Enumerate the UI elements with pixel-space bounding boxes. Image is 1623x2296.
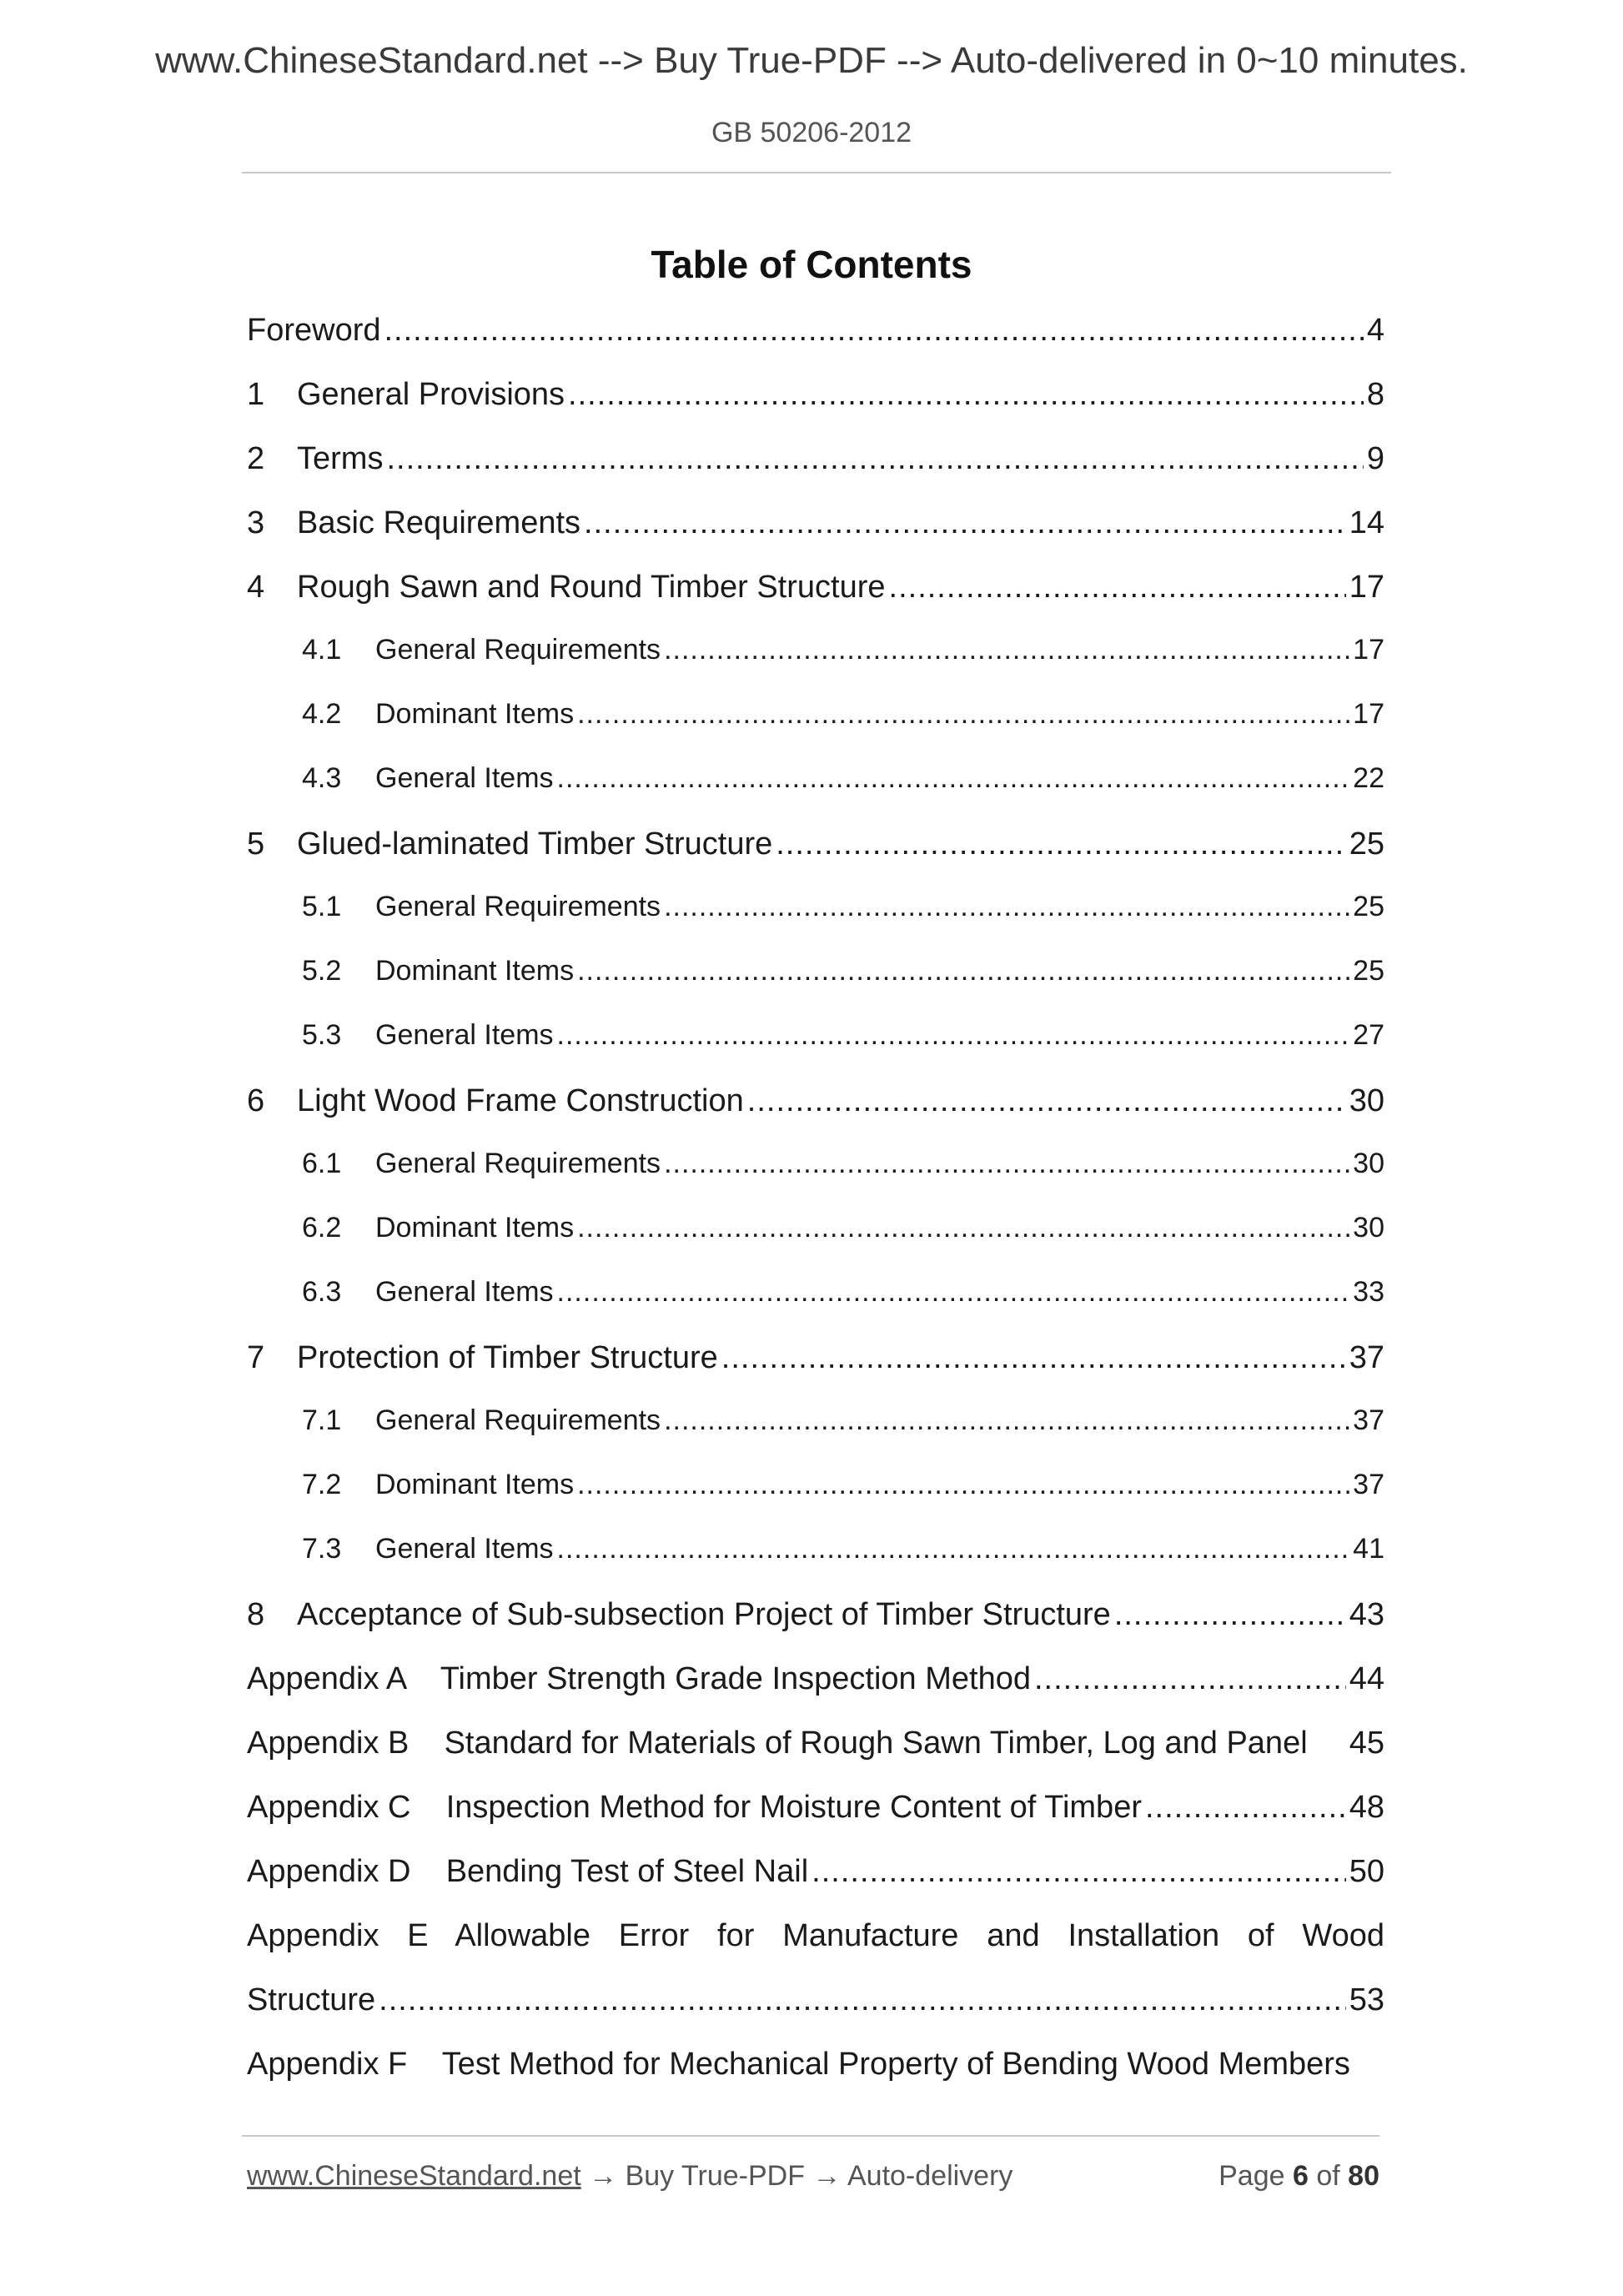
- toc-entry-chapter-3[interactable]: [247, 505, 1384, 570]
- page-number: [1219, 2160, 1379, 2193]
- toc-leader-dots: [721, 1340, 1346, 1376]
- toc-entry-label: Appendix E Allowable Error for Manufacture and Installation of Wood: [247, 1918, 1384, 1953]
- toc-entry-label: Dominant Items: [375, 1469, 575, 1500]
- toc-entry-page: 25: [1353, 955, 1384, 987]
- toc-entry-page: 30: [1353, 1148, 1384, 1179]
- toc-entry-number: 4.3: [302, 762, 342, 794]
- page-of: of: [1316, 2160, 1340, 2192]
- toc-entry-page: 9: [1366, 441, 1384, 476]
- toc-entry-label: Light Wood Frame Construction: [297, 1083, 744, 1118]
- toc-leader-dots: [384, 313, 1364, 349]
- toc-leader-dots: [1034, 1661, 1346, 1697]
- toc-entry-section-5-3[interactable]: [247, 1019, 1384, 1083]
- toc-leader-dots: [557, 1276, 1350, 1309]
- toc-entry-appendix-a[interactable]: [247, 1661, 1384, 1726]
- toc-entry-label: Terms: [297, 441, 384, 476]
- toc-entry-page: 37: [1353, 1469, 1384, 1500]
- toc-entry-page: 41: [1353, 1533, 1384, 1565]
- toc-leader-dots: [664, 1404, 1349, 1437]
- toc-entry-label: General Requirements: [375, 1148, 661, 1179]
- footer-site-link[interactable]: www.ChineseStandard.net: [247, 2160, 581, 2192]
- toc-entry-section-7-2[interactable]: [247, 1469, 1384, 1533]
- toc-entry-number: 6.2: [302, 1212, 342, 1243]
- toc-entry-chapter-2[interactable]: [247, 441, 1384, 505]
- toc-entry-number: 8: [247, 1597, 265, 1632]
- page-footer: [247, 2160, 1379, 2193]
- toc-leader-dots: [577, 698, 1349, 731]
- toc-entry-chapter-8[interactable]: [247, 1597, 1384, 1661]
- toc-entry-label: Appendix F Test Method for Mechanical Property of Bending Wood Members: [247, 2047, 1350, 2082]
- toc-entry-label: Basic Requirements: [297, 505, 581, 540]
- toc-entry-label: General Items: [375, 1276, 554, 1308]
- toc-entry-label: Foreword: [247, 313, 381, 348]
- toc-entry-page: 22: [1353, 762, 1384, 794]
- toc-entry-number: 6.3: [302, 1276, 342, 1308]
- page-prefix: Page: [1219, 2160, 1285, 2192]
- toc-entry-page: 27: [1353, 1019, 1384, 1051]
- toc-entry-label: Glued-laminated Timber Structure: [297, 826, 773, 862]
- toc-title: Table of Contents: [651, 243, 972, 286]
- toc-entry-number: 4: [247, 570, 265, 605]
- toc-entry-appendix-c[interactable]: [247, 1790, 1384, 1854]
- toc-leader-dots: [557, 762, 1350, 795]
- toc-entry-page: 25: [1349, 826, 1384, 862]
- toc-entry-section-7-3[interactable]: [247, 1533, 1384, 1597]
- toc-entry-number: 2: [247, 441, 265, 476]
- toc-entry-page: 17: [1353, 634, 1384, 666]
- toc-entry-page: 48: [1349, 1790, 1384, 1825]
- toc-leader-dots: [557, 1533, 1350, 1565]
- toc-entry-chapter-7[interactable]: [247, 1340, 1384, 1404]
- toc-entry-number: 4.1: [302, 634, 342, 666]
- toc-entry-section-5-1[interactable]: [247, 891, 1384, 955]
- page-current: 6: [1292, 2160, 1309, 2192]
- toc-entry-label: Dominant Items: [375, 1212, 575, 1243]
- toc-entry-label: Dominant Items: [375, 955, 575, 987]
- toc-entry-page: 30: [1353, 1212, 1384, 1243]
- toc-entry-appendix-e[interactable]: [247, 1918, 1384, 1982]
- toc-entry-label: General Requirements: [375, 891, 661, 922]
- toc-entry-chapter-4[interactable]: [247, 570, 1384, 634]
- toc-entry-number: 5.3: [302, 1019, 342, 1051]
- toc-entry-page: 33: [1353, 1276, 1384, 1308]
- toc-entry-page: 17: [1349, 570, 1384, 605]
- toc-entry-label: General Provisions: [297, 377, 565, 412]
- toc-entry-appendix-b[interactable]: [247, 1726, 1384, 1790]
- footer-divider: [242, 2135, 1379, 2137]
- toc-leader-dots: [664, 1148, 1349, 1180]
- toc-entry-page: 37: [1353, 1404, 1384, 1436]
- toc-entry-label: Rough Sawn and Round Timber Structure: [297, 570, 886, 605]
- toc-entry-section-4-1[interactable]: [247, 634, 1384, 698]
- toc-leader-dots: [577, 1469, 1349, 1501]
- toc-leader-dots: [776, 826, 1345, 862]
- toc-entry-chapter-1[interactable]: [247, 377, 1384, 441]
- toc-entry-label: General Items: [375, 1533, 554, 1565]
- toc-entry-label: General Requirements: [375, 634, 661, 666]
- footer-tagline: → Buy True-PDF → Auto-delivery: [580, 2160, 1013, 2192]
- toc-entry-appendix-d[interactable]: [247, 1854, 1384, 1918]
- document-code: GB 50206-2012: [711, 117, 912, 148]
- toc-leader-dots: [1145, 1790, 1346, 1826]
- toc-entry-number: 6: [247, 1083, 265, 1118]
- toc-leader-dots: [568, 377, 1364, 413]
- toc-entry-chapter-6[interactable]: [247, 1083, 1384, 1148]
- toc-entry-page: 14: [1349, 505, 1384, 540]
- toc-entry-page: 50: [1349, 1854, 1384, 1889]
- toc-entry-section-7-1[interactable]: [247, 1404, 1384, 1469]
- toc-entry-section-6-3[interactable]: [247, 1276, 1384, 1340]
- toc-leader-dots: [386, 441, 1363, 477]
- toc-leader-dots: [557, 1019, 1350, 1052]
- toc-entry-number: 4.2: [302, 698, 342, 730]
- toc-entry-number: 5.1: [302, 891, 342, 922]
- toc-entry-appendix-e-continued[interactable]: [247, 1982, 1384, 2047]
- toc-entry-number: 3: [247, 505, 265, 540]
- toc-entry-section-4-3[interactable]: [247, 762, 1384, 826]
- toc-leader-dots: [577, 1212, 1349, 1244]
- header-divider: [242, 172, 1391, 173]
- toc-entry-page: 4: [1366, 313, 1384, 348]
- toc-entry-page: 44: [1349, 1661, 1384, 1696]
- toc-entry-number: 5.2: [302, 955, 342, 987]
- toc-entry-number: 6.1: [302, 1148, 342, 1179]
- toc-entry-label: General Requirements: [375, 1404, 661, 1436]
- toc-entry-label: Appendix B Standard for Materials of Rough Sawn Timber, Log and Panel: [247, 1726, 1308, 1761]
- toc-entry-number: 1: [247, 377, 265, 412]
- toc-entry-section-4-2[interactable]: [247, 698, 1384, 762]
- toc-entry-page: 43: [1349, 1597, 1384, 1632]
- page-total: 80: [1348, 2160, 1379, 2192]
- toc-leader-dots: [664, 891, 1349, 923]
- toc-entry-page: 8: [1366, 377, 1384, 412]
- toc-leader-dots: [664, 634, 1349, 666]
- toc-entry-number: 7.2: [302, 1469, 342, 1500]
- toc-entry-label: General Items: [375, 762, 554, 794]
- toc-leader-dots: [747, 1083, 1346, 1119]
- toc-entry-label: Dominant Items: [375, 698, 575, 730]
- toc-entry-page: 25: [1353, 891, 1384, 922]
- toc-entry-chapter-5[interactable]: [247, 826, 1384, 891]
- top-banner: www.ChineseStandard.net --> Buy True-PDF --> Auto-delivered in 0~10 minutes.: [155, 40, 1468, 81]
- toc-entry-page: 45: [1349, 1726, 1384, 1761]
- toc-entry-page: 30: [1349, 1083, 1384, 1118]
- toc-entry-section-6-2[interactable]: [247, 1212, 1384, 1276]
- toc-leader-dots: [584, 505, 1346, 541]
- toc-entry-page: 53: [1349, 1982, 1384, 2017]
- toc-entry-label: Appendix A Timber Strength Grade Inspection Method: [247, 1661, 1031, 1696]
- toc-entry-label: Protection of Timber Structure: [297, 1340, 718, 1375]
- toc-entry-label: Appendix C Inspection Method for Moisture Content of Timber: [247, 1790, 1142, 1825]
- toc-entry-number: 7: [247, 1340, 265, 1375]
- toc-entry-page: 37: [1349, 1340, 1384, 1375]
- toc-entry-number: 7.1: [302, 1404, 342, 1436]
- toc-entry-label: Structure: [247, 1982, 376, 2017]
- toc-leader-dots: [1114, 1597, 1346, 1633]
- toc-leader-dots: [889, 570, 1346, 605]
- toc-entry-label: Appendix D Bending Test of Steel Nail: [247, 1854, 809, 1889]
- toc-entry-label: General Items: [375, 1019, 554, 1051]
- toc-entry-number: 7.3: [302, 1533, 342, 1565]
- toc-entry-section-5-2[interactable]: [247, 955, 1384, 1019]
- table-of-contents: [247, 313, 1384, 2111]
- toc-entry-page: 17: [1353, 698, 1384, 730]
- toc-entry-number: 5: [247, 826, 265, 862]
- toc-leader-dots: [379, 1982, 1346, 2018]
- toc-leader-dots: [577, 955, 1349, 987]
- toc-entry-label: Acceptance of Sub-subsection Project of Timber Structure: [297, 1597, 1111, 1632]
- toc-entry-appendix-f[interactable]: [247, 2047, 1384, 2111]
- toc-entry-foreword[interactable]: [247, 313, 1384, 377]
- toc-entry-section-6-1[interactable]: [247, 1148, 1384, 1212]
- toc-leader-dots: [812, 1854, 1346, 1890]
